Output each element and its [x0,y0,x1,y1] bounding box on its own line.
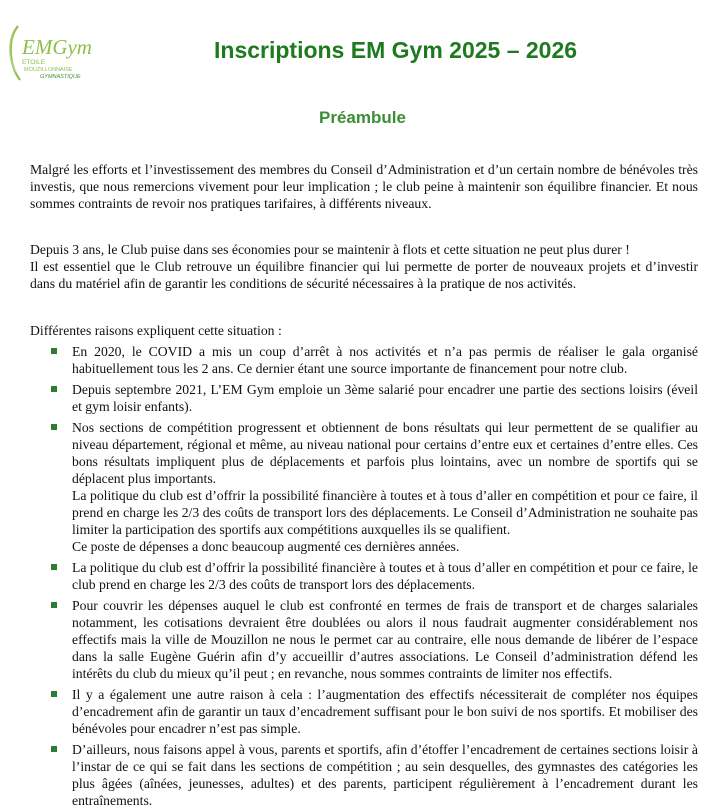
list-item-text: D’ailleurs, nous faisons appel à vous, parents et sportifs, afin d’étoffer l’encadrement de certaines sections loisir à l’instar de ce qui se fait dans les sections de compétition ; au sein desquelles, des gymnastes des catégories les plus âgées (aînées, jeunesses, adultes) et des parents, participent régulièrement à l’encadrement durant les entraînements. [72,742,698,808]
bullet-square-icon [51,386,57,392]
list-item [30,741,698,809]
list-item-text: Il y a également une autre raison à cela : l’augmentation des effectifs nécessiterait de compléter nos équipes d’encadrement afin de garantir un taux d’encadrement suffisant pour le bon suivi de nos sportifs. Et mobiliser des bénévoles pour encadrer n’est pas simple. [72,687,698,736]
bullet-square-icon [51,564,57,570]
list-item [30,686,698,737]
logo-line2: MOUZILLONNAISE [24,67,73,73]
list-item-text: Nos sections de compétition progressent et obtiennent de bons résultats qui leur permettent de se qualifier au niveau département, régional et même, au niveau national pour certains d’entre eux et certaines d’entre elles. Ces bons résultats impliquent plus de déplacements et parfois plus lointains, avec un nombre de sportifs qui se déplacent plus importants. La politique du club est d’offrir la possibilité financière à toutes et à tous d’aller en compétition et pour ce faire, il prend en charge les 2/3 des coûts de transport lors des déplacements. Le Conseil d’Administration ne souhaite pas limiter la participation des sportifs aux compétitions auxquelles ils se qualifient. Ce poste de dépenses a donc beaucoup augmenté ces dernières années. [72,420,698,554]
page-title: Inscriptions EM Gym 2025 – 2026 [214,37,578,63]
paragraph-financial-situation: Malgré les efforts et l’investissement des membres du Conseil d’Administration et d’un certain nombre de bénévoles très investis, que nous remercions vivement pour leur implication ; le club peine à maintenir son équilibre financier. Et nous sommes contraints de revoir nos pratiques tarifaires, à différents niveaux. [30,162,698,211]
logo-line1: ETOILE [22,59,46,66]
paragraph-reasons-intro: Différentes raisons expliquent cette situation : [30,323,282,338]
emgym-logo-graphic [4,20,92,96]
logo-name: EMGym [22,35,92,59]
list-item [30,597,698,682]
list-item-text: En 2020, le COVID a mis un coup d’arrêt à nos activités et n’a pas permis de réaliser le gala organisé habituellement tous les 2 ans. Ce dernier étant une source importante de financement pour notre club. [72,344,698,376]
reasons-list [30,343,698,809]
section-heading: Préambule [319,108,406,127]
bullet-square-icon [51,348,57,354]
list-item-text: Depuis septembre 2021, L’EM Gym emploie un 3ème salarié pour encadrer une partie des sections loisirs (éveil et gym loisir enfants). [72,382,698,414]
list-item [30,381,698,415]
bullet-square-icon [51,602,57,608]
list-item-text: Pour couvrir les dépenses auquel le club est confronté en termes de frais de transport et de charges salariales notamment, les cotisations devraient être doublées ou alors il nous faudrait augmenter considérablement nos effectifs mais la ville de Mouzillon ne nous le permet car au contraire, elle nous demande de libérer de l’espace dans la salle Eugène Guérin afin d’y accueillir d’autres associations. Le Conseil d’administration défend les intérêts du club du mieux qu’il peut ; en revanche, nous sommes contraints de limiter nos effectifs. [72,598,698,681]
list-item [30,343,698,377]
logo-line3: GYMNASTIQUE [40,74,81,80]
bullet-square-icon [51,691,57,697]
paragraph-savings: Depuis 3 ans, le Club puise dans ses économies pour se maintenir à flots et cette situation ne peut plus durer ! Il est essentiel que le Club retrouve un équilibre financier qui lui permette de porter de nouveaux projets et d’investir dans du matériel afin de garantir les conditions de sécurité nécessaires à la pratique de nos activités. [30,242,698,291]
list-item [30,559,698,593]
club-logo [4,20,92,96]
list-item [30,419,698,555]
bullet-square-icon [51,746,57,752]
bullet-square-icon [51,424,57,430]
list-item-text: La politique du club est d’offrir la possibilité financière à toutes et à tous d’aller en compétition et pour ce faire, le club prend en charge les 2/3 des coûts de transport lors des déplacements. [72,560,698,592]
